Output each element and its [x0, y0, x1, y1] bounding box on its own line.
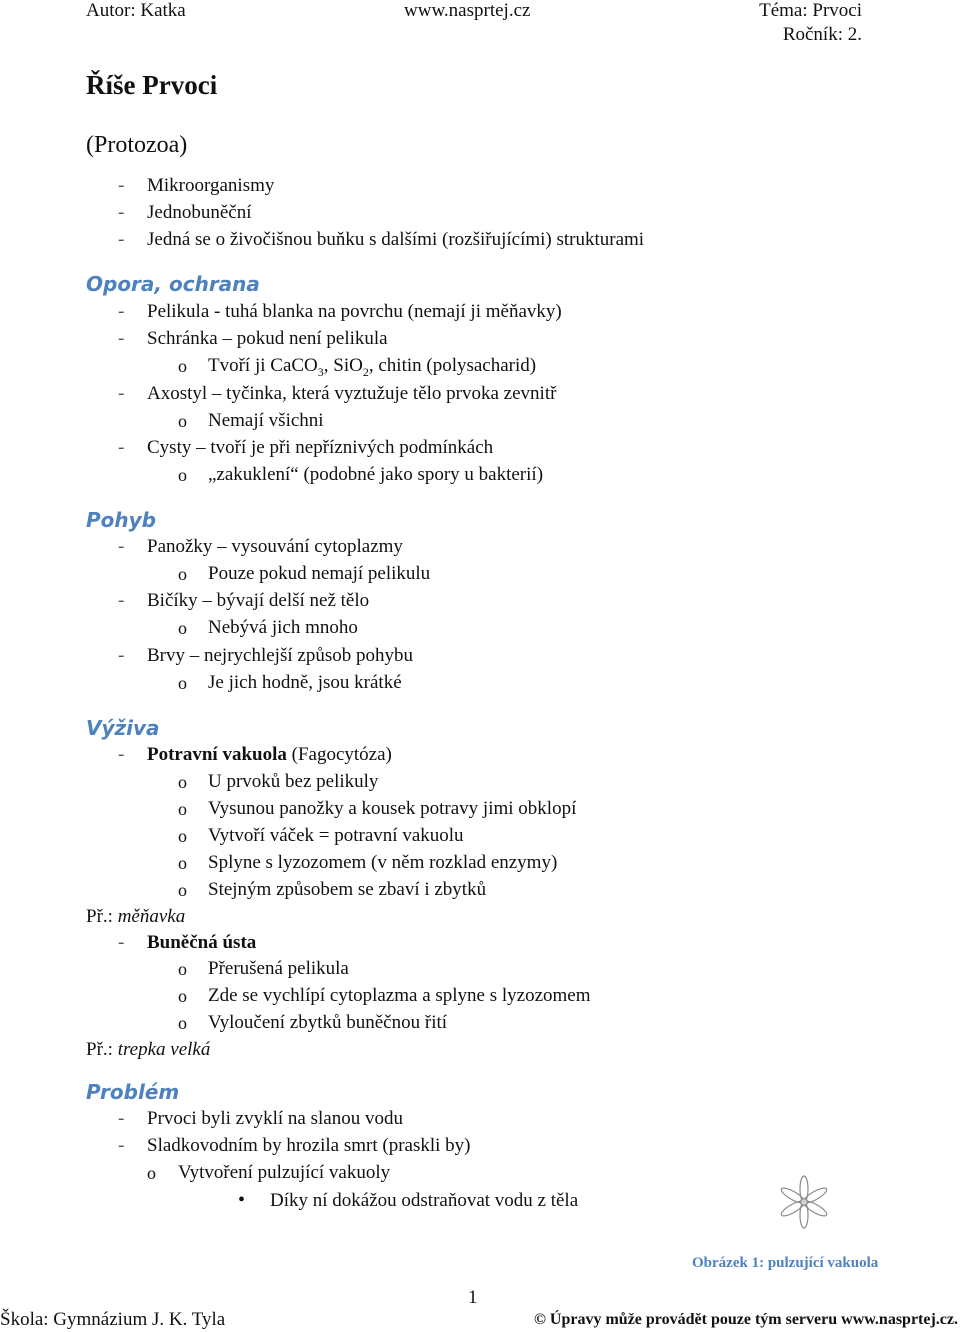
list-item: Nemají všichni: [208, 410, 324, 431]
subscript: 2: [362, 364, 369, 379]
page-title: Říše Prvoci: [86, 70, 218, 100]
footer-school: Škola: Gymnázium J. K. Tyla: [0, 1309, 226, 1330]
header-author: Autor: Katka: [86, 0, 186, 21]
list-item: Vyloučení zbytků buněčnou řití: [208, 1012, 448, 1033]
subscript: 3: [317, 364, 324, 379]
circle-marker: o: [178, 853, 187, 873]
list-item: Axostyl – tyčinka, která vyztužuje tělo prvoka zevnitř: [147, 383, 557, 404]
list-item: Cysty – tvoří je při nepříznivých podmínkách: [147, 437, 494, 458]
example-organism: trepka velká: [117, 1039, 211, 1060]
bullet-marker: •: [238, 1189, 246, 1211]
dash-marker: -: [118, 1135, 125, 1156]
formula-part: Tvoří ji CaCO: [208, 355, 318, 376]
example-line: [86, 906, 185, 928]
example-line: [86, 1039, 210, 1061]
list-item: Pelikula - tuhá blanka na povrchu (nemají ji měňavky): [147, 301, 562, 322]
formula-part: , SiO: [323, 355, 363, 376]
term-note: (Fagocytóza): [286, 744, 392, 765]
circle-marker: o: [178, 673, 187, 693]
header-site: www.nasprtej.cz: [404, 0, 531, 21]
dash-marker: -: [118, 1108, 125, 1129]
circle-marker: o: [178, 880, 187, 900]
pulsating-vacuole-icon: [772, 1172, 836, 1232]
dash-marker: -: [118, 202, 125, 223]
page-subtitle: (Protozoa): [86, 132, 188, 158]
section-heading-vyziva: Výživa: [86, 716, 160, 740]
list-item: Bičíky – bývají delší než tělo: [147, 590, 370, 611]
footer-rights: © Úpravy může provádět pouze tým serveru www.nasprtej.cz.: [533, 1311, 958, 1328]
list-item: Nebývá jich mnoho: [208, 617, 358, 638]
list-item: Panožky – vysouvání cytoplazmy: [147, 536, 403, 557]
list-item-formula: [208, 355, 536, 380]
circle-marker: o: [178, 1013, 187, 1033]
list-item: Vytvoření pulzující vakuoly: [178, 1162, 391, 1183]
list-item: Díky ní dokážou odstraňovat vodu z těla: [270, 1190, 579, 1211]
example-prefix: Př.:: [86, 1039, 118, 1060]
list-item: Je jich hodně, jsou krátké: [208, 672, 402, 693]
dash-marker: -: [118, 932, 125, 953]
bold-term: Potravní vakuola: [147, 744, 287, 765]
list-item: Prvoci byli zvyklí na slanou vodu: [147, 1108, 403, 1129]
circle-marker: o: [178, 618, 187, 638]
dash-marker: -: [118, 229, 125, 250]
intro-item: Jednobuněční: [147, 202, 252, 223]
list-item: Sladkovodním by hrozila smrt (praskli by): [147, 1135, 471, 1156]
list-item: Buněčná ústa: [147, 932, 257, 953]
header-grade: Ročník: 2.: [782, 24, 862, 45]
example-organism: měňavka: [117, 906, 186, 927]
intro-item: Jedná se o živočišnou buňku s dalšími (rozšiřujícími) strukturami: [147, 229, 645, 250]
section-heading-opora: Opora, ochrana: [86, 272, 260, 296]
list-item: Stejným způsobem se zbaví i zbytků: [208, 879, 487, 900]
list-item: Brvy – nejrychlejší způsob pohybu: [147, 645, 413, 666]
circle-marker: o: [178, 799, 187, 819]
page-number: 1: [468, 1287, 478, 1308]
circle-marker: o: [178, 411, 187, 431]
example-prefix: Př.:: [86, 906, 118, 927]
dash-marker: -: [118, 175, 125, 196]
circle-marker: o: [178, 465, 187, 485]
list-item: U prvoků bez pelikuly: [208, 771, 379, 792]
dash-marker: -: [118, 536, 125, 557]
figure-caption: Obrázek 1: pulzující vakuola: [692, 1255, 879, 1271]
list-item: Přerušená pelikula: [208, 958, 349, 979]
list-item: Pouze pokud nemají pelikulu: [208, 563, 431, 584]
list-item: Vytvoří váček = potravní vakuolu: [208, 825, 464, 846]
dash-marker: -: [118, 328, 125, 349]
circle-marker: o: [178, 959, 187, 979]
circle-marker: o: [178, 356, 187, 376]
dash-marker: -: [118, 645, 125, 666]
circle-marker: o: [178, 986, 187, 1006]
dash-marker: -: [118, 383, 125, 404]
circle-marker: o: [178, 826, 187, 846]
intro-item: Mikroorganismy: [147, 175, 275, 196]
dash-marker: -: [118, 301, 125, 322]
list-item: Zde se vychlípí cytoplazma a splyne s lyzozomem: [208, 985, 591, 1006]
dash-marker: -: [118, 590, 125, 611]
list-item: Vysunou panožky a kousek potravy jimi obklopí: [208, 798, 577, 819]
circle-marker: o: [178, 772, 187, 792]
list-item: Schránka – pokud není pelikula: [147, 328, 388, 349]
list-item: [147, 744, 392, 766]
circle-marker: o: [178, 564, 187, 584]
formula-part: , chitin (polysacharid): [368, 355, 537, 376]
section-heading-problem: Problém: [86, 1080, 180, 1104]
section-heading-pohyb: Pohyb: [86, 508, 156, 532]
dash-marker: -: [118, 437, 125, 458]
dash-marker: -: [118, 744, 125, 765]
circle-marker: o: [147, 1163, 156, 1183]
header-topic: Téma: Prvoci: [759, 0, 862, 21]
list-item: Splyne s lyzozomem (v něm rozklad enzymy): [208, 852, 558, 873]
list-item: „zakuklení“ (podobné jako spory u bakterií): [208, 464, 544, 485]
